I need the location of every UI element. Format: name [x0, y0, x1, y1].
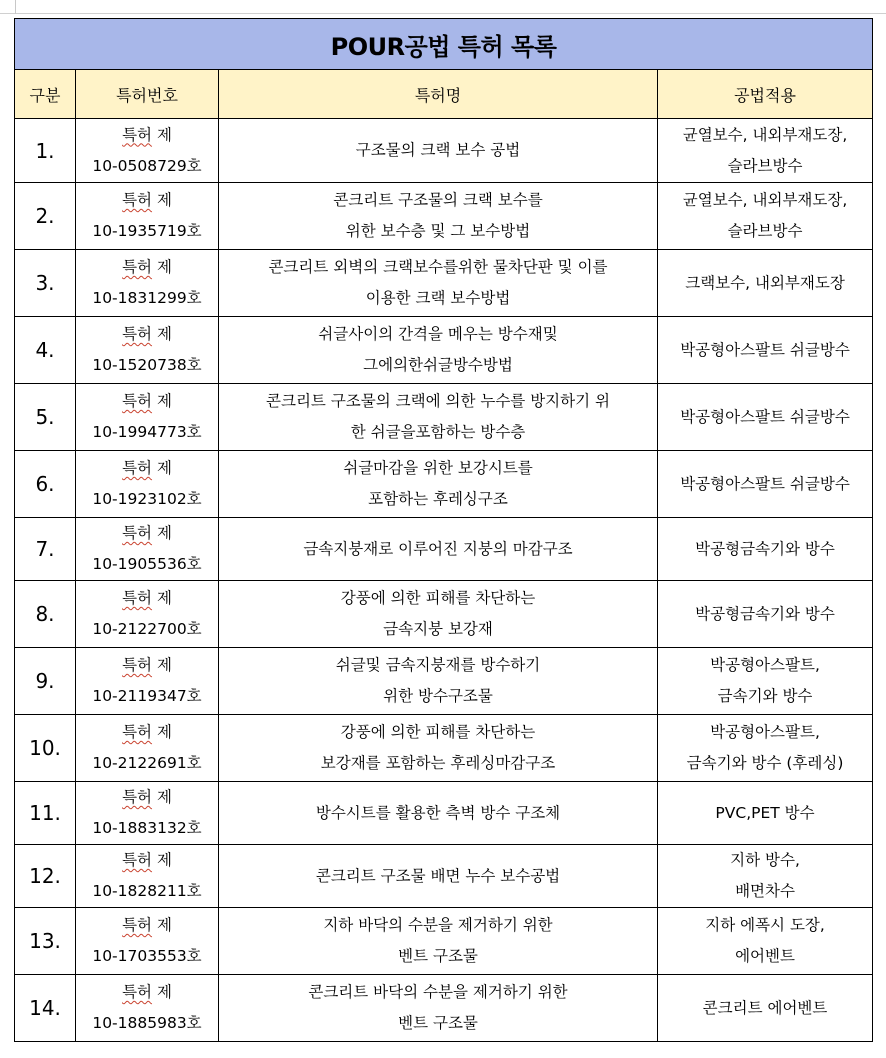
table-row — [15, 317, 873, 384]
table-row — [15, 250, 873, 317]
application-line: 균열보수, 내외부재도장, — [682, 125, 848, 144]
table-row — [15, 581, 873, 648]
application-cell — [658, 908, 873, 975]
application-line: 박공형아스팔트 쉬글방수 — [680, 340, 850, 359]
patent-name-line: 벤트 구조물 — [398, 1014, 478, 1032]
patent-number: 10-2119347호 — [92, 687, 202, 705]
patent-number-cell — [76, 384, 219, 451]
patent-number-cell — [76, 119, 219, 183]
row-number: 11. — [15, 782, 76, 845]
table-title: POUR공법 특허 목록 — [15, 19, 873, 70]
patent-name-line: 콘크리트 구조물 배면 누수 보수공법 — [315, 866, 561, 885]
patent-number-cell — [76, 451, 219, 518]
patent-name-line: 쉬글및 금속지붕재를 방수하기 — [335, 656, 541, 674]
patent-number: 10-1885983호 — [92, 1014, 202, 1032]
application-line: 박공형아스팔트, — [710, 723, 820, 741]
header-no: 구분 — [15, 70, 76, 119]
patent-number: 10-1935719호 — [92, 222, 202, 240]
patent-name-cell — [219, 518, 658, 581]
patent-name-cell — [219, 119, 658, 183]
row-number: 4. — [15, 317, 76, 384]
patent-label: 특허 제 — [122, 392, 172, 410]
application-line: 에어벤트 — [735, 947, 795, 965]
application-cell — [658, 715, 873, 782]
row-number: 3. — [15, 250, 76, 317]
patent-label: 특허 제 — [122, 916, 172, 934]
patent-number-cell — [76, 715, 219, 782]
table-row — [15, 715, 873, 782]
patent-name-cell — [219, 317, 658, 384]
patent-name-line: 그에의한쉬글방수방법 — [363, 356, 513, 374]
table-row — [15, 518, 873, 581]
patent-name-line: 방수시트를 활용한 측벽 방수 구조체 — [315, 803, 561, 822]
patent-number: 10-0508729호 — [92, 156, 202, 175]
patent-name-cell — [219, 183, 658, 250]
application-line: 박공형금속기와 방수 — [695, 604, 835, 623]
patent-number: 10-1994773호 — [92, 423, 202, 441]
patent-label: 특허 제 — [122, 191, 172, 209]
application-cell — [658, 250, 873, 317]
header-row — [15, 70, 873, 119]
patent-table — [14, 18, 873, 1042]
patent-name-line: 강풍에 의한 피해를 차단하는 — [340, 589, 536, 607]
row-number: 14. — [15, 975, 76, 1042]
patent-label: 특허 제 — [122, 459, 172, 477]
patent-label: 특허 제 — [122, 125, 172, 144]
patent-number: 10-1703553호 — [92, 947, 202, 965]
patent-label: 특허 제 — [122, 589, 172, 607]
patent-name-cell — [219, 581, 658, 648]
patent-number-cell — [76, 845, 219, 908]
patent-number-cell — [76, 908, 219, 975]
application-cell — [658, 317, 873, 384]
patent-number-cell — [76, 581, 219, 648]
patent-label: 특허 제 — [122, 258, 172, 276]
application-line: 금속기와 방수 — [717, 687, 813, 705]
patent-name-line: 금속지붕재로 이루어진 지붕의 마감구조 — [303, 539, 573, 558]
patent-number: 10-1520738호 — [92, 356, 202, 374]
row-number: 5. — [15, 384, 76, 451]
application-line: 박공형아스팔트, — [710, 656, 820, 674]
patent-number: 10-1883132호 — [92, 819, 202, 837]
header-patent-number: 특허번호 — [76, 70, 219, 119]
application-cell — [658, 975, 873, 1042]
header-application: 공법적용 — [658, 70, 873, 119]
patent-number-cell — [76, 975, 219, 1042]
row-number: 8. — [15, 581, 76, 648]
row-number: 9. — [15, 648, 76, 715]
ruler-tick — [15, 0, 16, 14]
row-number: 1. — [15, 119, 76, 183]
patent-name-line: 강풍에 의한 피해를 차단하는 — [340, 723, 536, 741]
patent-name-cell — [219, 908, 658, 975]
application-line: 크랙보수, 내외부재도장 — [685, 273, 845, 292]
patent-number: 10-1923102호 — [92, 490, 202, 508]
patent-number-cell — [76, 317, 219, 384]
application-cell — [658, 648, 873, 715]
row-number: 2. — [15, 183, 76, 250]
application-line: 콘크리트 에어벤트 — [702, 998, 828, 1017]
patent-name-line: 구조물의 크랙 보수 공법 — [355, 141, 521, 159]
application-cell — [658, 581, 873, 648]
table-row — [15, 782, 873, 845]
title-row — [15, 19, 873, 70]
header-patent-name: 특허명 — [219, 70, 658, 119]
table-row — [15, 119, 873, 183]
table-row — [15, 451, 873, 518]
patent-number: 10-2122700호 — [92, 620, 202, 638]
patent-name-line: 포함하는 후레싱구조 — [368, 490, 508, 508]
application-cell — [658, 451, 873, 518]
row-number: 7. — [15, 518, 76, 581]
patent-name-cell — [219, 845, 658, 908]
patent-number-cell — [76, 250, 219, 317]
application-line: 박공형금속기와 방수 — [695, 539, 835, 558]
patent-name-line: 콘크리트 바닥의 수분을 제거하기 위한 — [308, 983, 568, 1001]
patent-number-cell — [76, 183, 219, 250]
row-number: 13. — [15, 908, 76, 975]
application-line: 균열보수, 내외부재도장, — [682, 191, 848, 209]
patent-name-line: 위한 방수구조물 — [383, 687, 493, 705]
patent-number-cell — [76, 782, 219, 845]
document-top-ruler — [0, 0, 886, 14]
table-row — [15, 648, 873, 715]
patent-name-line: 금속지붕 보강재 — [383, 620, 493, 638]
patent-label: 특허 제 — [122, 524, 172, 542]
row-number: 12. — [15, 845, 76, 908]
table-row — [15, 845, 873, 908]
application-line: 금속기와 방수 (후레싱) — [686, 754, 844, 772]
application-line: 슬라브방수 — [727, 156, 803, 175]
patent-number: 10-1828211호 — [92, 882, 202, 900]
patent-number-cell — [76, 648, 219, 715]
patent-name-line: 한 쉬글을포함하는 방수층 — [350, 423, 526, 441]
patent-name-cell — [219, 715, 658, 782]
application-cell — [658, 119, 873, 183]
application-line: 박공형아스팔트 쉬글방수 — [680, 474, 850, 493]
application-cell — [658, 782, 873, 845]
application-cell — [658, 845, 873, 908]
patent-label: 특허 제 — [122, 788, 172, 806]
patent-name-line: 콘크리트 외벽의 크랙보수를위한 물차단판 및 이를 — [268, 258, 608, 276]
patent-name-line: 콘크리트 구조물의 크랙 보수를 — [333, 191, 543, 209]
patent-label: 특허 제 — [122, 656, 172, 674]
application-line: 박공형아스팔트 쉬글방수 — [680, 407, 850, 426]
patent-name-line: 위한 보수층 및 그 보수방법 — [345, 222, 531, 240]
patent-number-cell — [76, 518, 219, 581]
patent-label: 특허 제 — [122, 325, 172, 343]
patent-name-cell — [219, 648, 658, 715]
application-cell — [658, 518, 873, 581]
patent-number: 10-2122691호 — [92, 754, 202, 772]
patent-label: 특허 제 — [122, 723, 172, 741]
application-line: 지하 에폭시 도장, — [705, 916, 825, 934]
patent-name-line: 보강재를 포함하는 후레싱마감구조 — [320, 754, 556, 772]
patent-label: 특허 제 — [122, 851, 172, 869]
table-row — [15, 975, 873, 1042]
application-line: PVC,PET 방수 — [715, 803, 815, 822]
patent-name-cell — [219, 975, 658, 1042]
patent-name-cell — [219, 250, 658, 317]
row-number: 10. — [15, 715, 76, 782]
patent-name-line: 벤트 구조물 — [398, 947, 478, 965]
patent-name-cell — [219, 384, 658, 451]
application-cell — [658, 183, 873, 250]
patent-name-cell — [219, 451, 658, 518]
patent-name-cell — [219, 782, 658, 845]
patent-number: 10-1831299호 — [92, 289, 202, 307]
row-number: 6. — [15, 451, 76, 518]
table-row — [15, 384, 873, 451]
patent-name-line: 쉬글마감을 위한 보강시트를 — [343, 459, 533, 477]
patent-name-line: 콘크리트 구조물의 크랙에 의한 누수를 방지하기 위 — [266, 392, 610, 410]
application-line: 슬라브방수 — [727, 222, 803, 240]
patent-name-line: 쉬글사이의 간격을 메우는 방수재및 — [318, 325, 558, 343]
application-line: 배면차수 — [735, 882, 795, 900]
patent-label: 특허 제 — [122, 983, 172, 1001]
patent-name-line: 지하 바닥의 수분을 제거하기 위한 — [323, 916, 553, 934]
table-row — [15, 183, 873, 250]
application-line: 지하 방수, — [730, 851, 800, 869]
table-row — [15, 908, 873, 975]
patent-name-line: 이용한 크랙 보수방법 — [365, 289, 511, 307]
application-cell — [658, 384, 873, 451]
patent-number: 10-1905536호 — [92, 555, 202, 573]
